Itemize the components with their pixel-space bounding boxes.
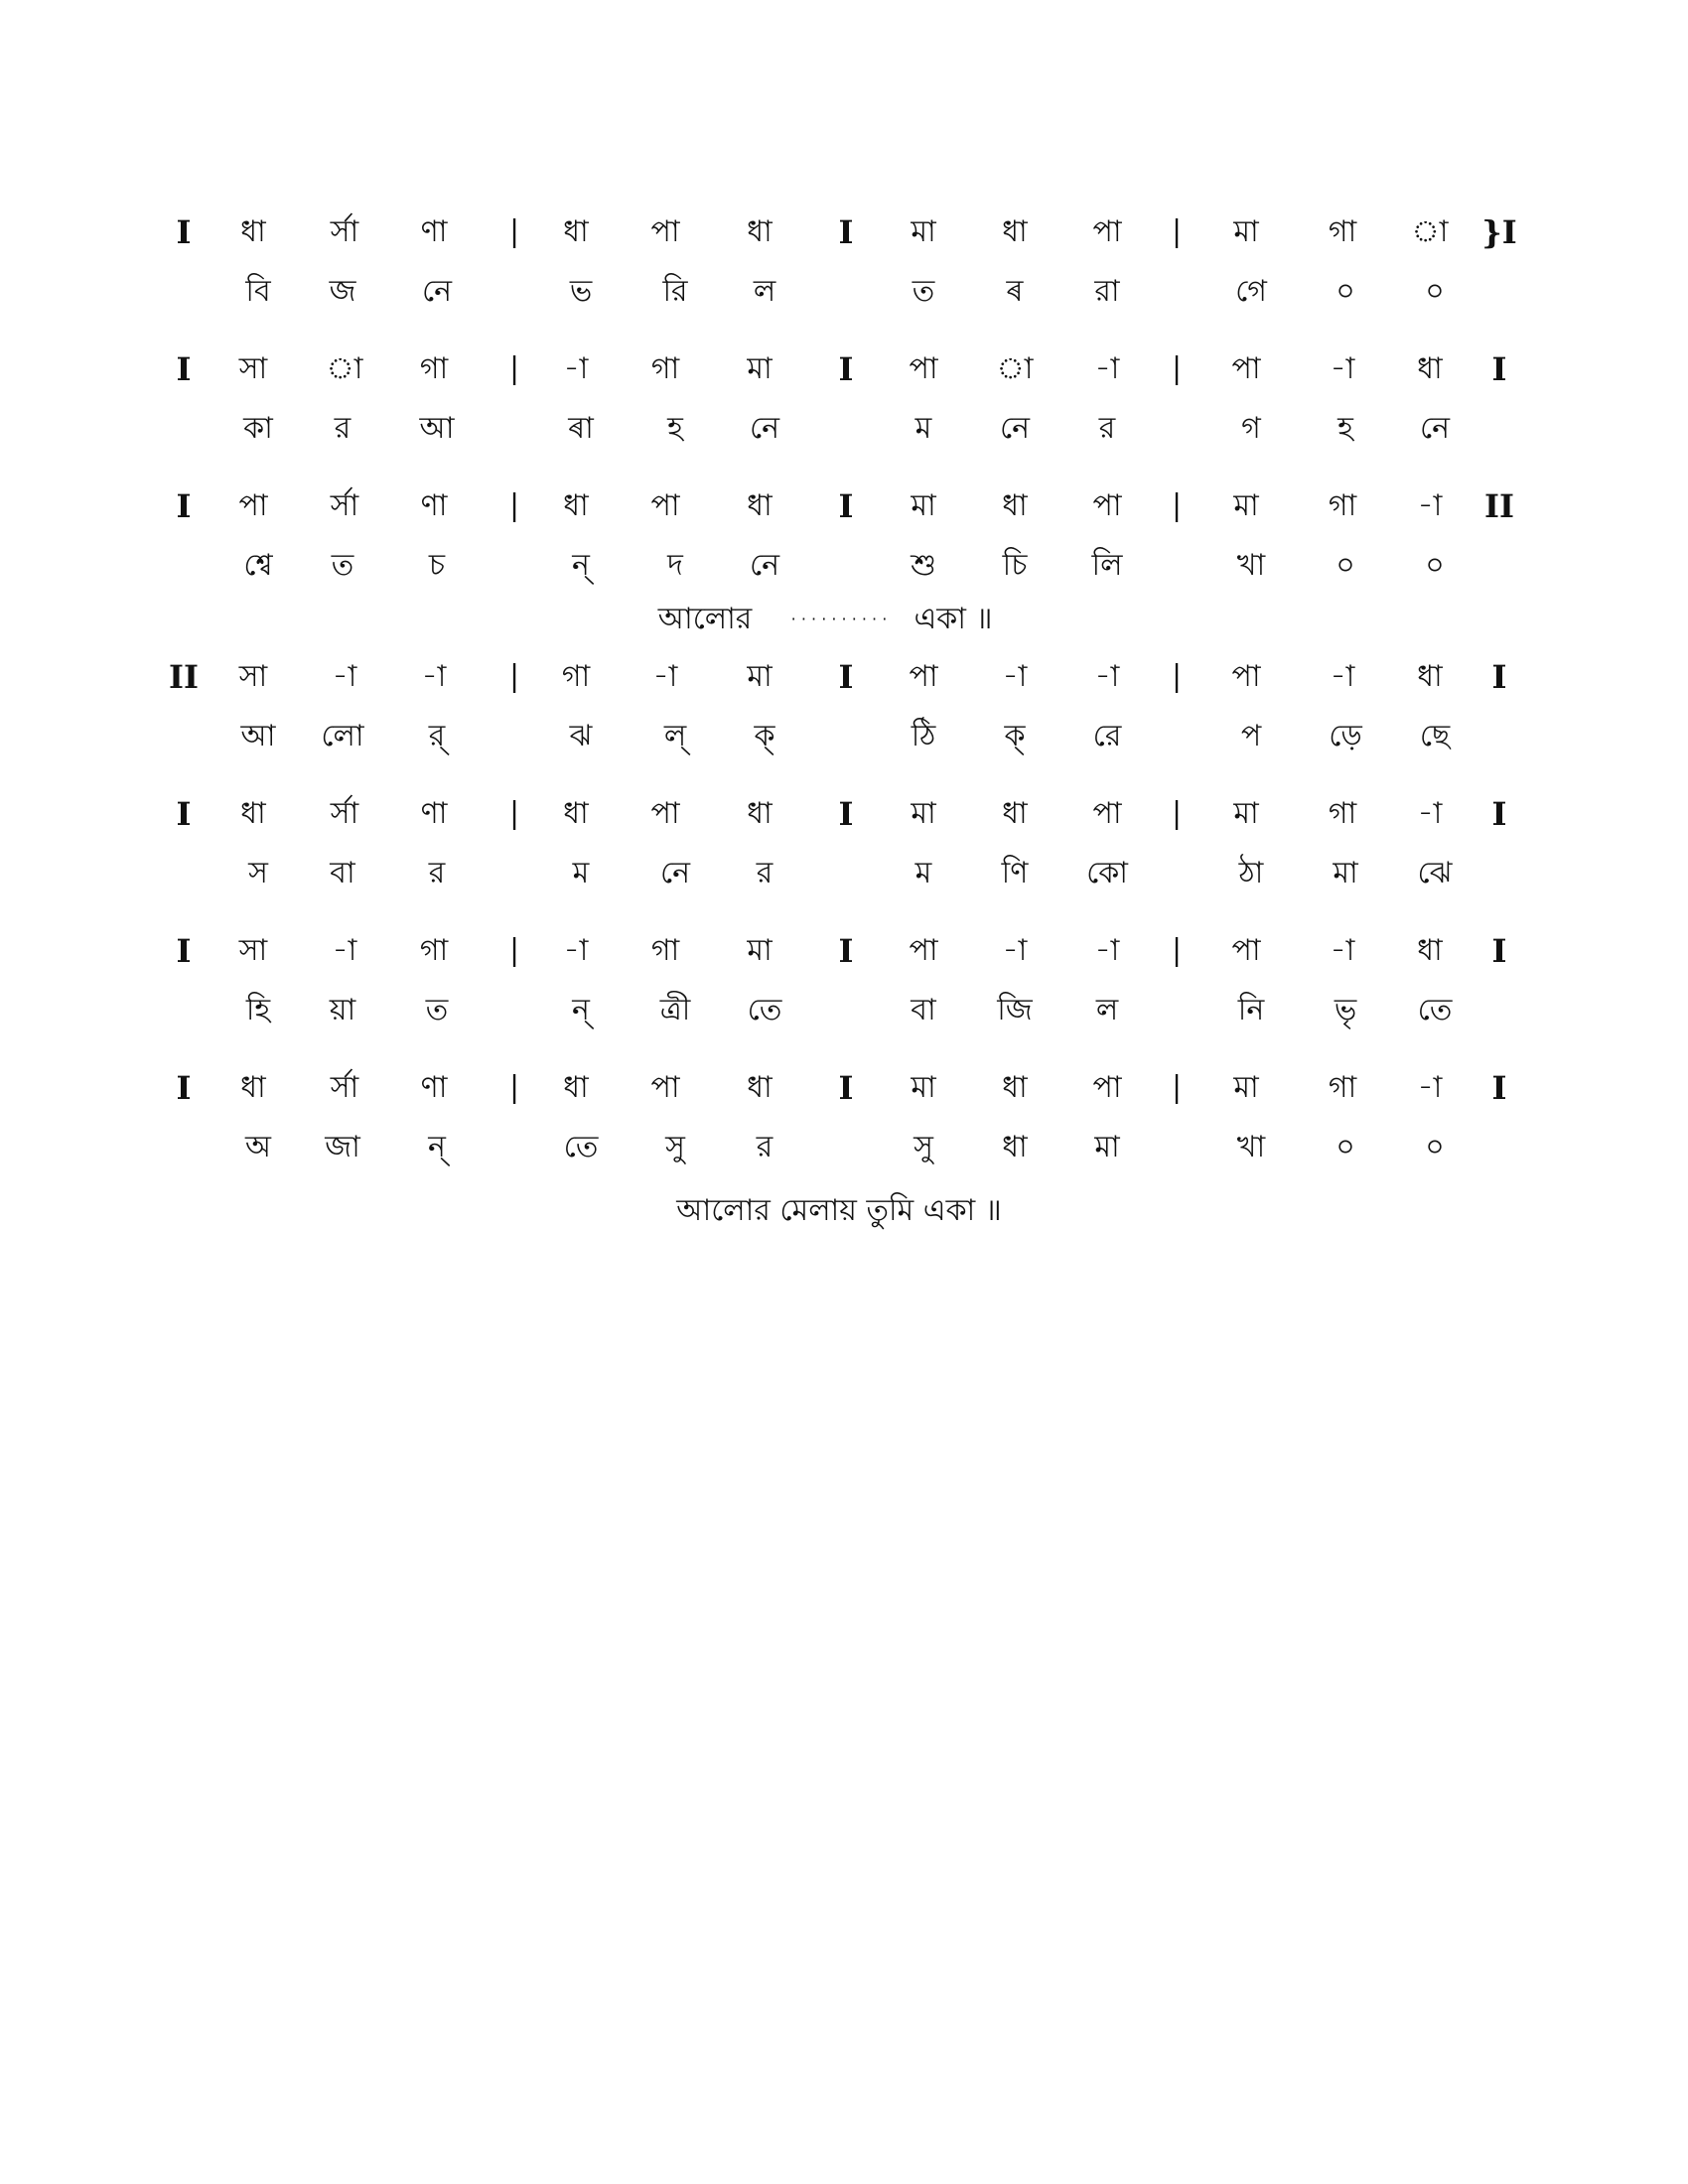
lyric-syllable: হি [245, 993, 271, 1027]
lyric-syllable: নে [749, 411, 780, 446]
swara-note: পা [1092, 796, 1122, 831]
lyric-syllable: শু [911, 548, 936, 583]
lyric-syllable: ম [914, 856, 932, 890]
bar-line: }I [1481, 213, 1517, 251]
lyric-syllable: তে [563, 1130, 599, 1164]
swara-note: পা [1092, 488, 1122, 523]
lyric-syllable: ত [912, 274, 935, 309]
swara-note: পা [909, 659, 938, 694]
swara-note: গা [650, 351, 680, 386]
swara-note: ধা [1002, 796, 1028, 831]
bar-line: I [838, 350, 854, 388]
swara-note: পা [650, 1070, 680, 1105]
swara-note: সা [238, 933, 268, 968]
swara-note: -া [1094, 933, 1120, 968]
swara-note: পা [650, 488, 680, 523]
swara-note: মা [747, 351, 773, 386]
swara-note: ধা [1417, 933, 1443, 968]
swara-note: ধা [240, 1070, 266, 1105]
lyric-syllable: র [334, 411, 352, 446]
refrain-end: একা ॥ [914, 602, 993, 636]
lyric-syllable: ন্ [572, 548, 590, 583]
bar-line: I [176, 350, 192, 388]
lyric-syllable: র্ [428, 719, 446, 753]
lyric-syllable: মা [1094, 1130, 1120, 1164]
swara-note: -া [421, 659, 447, 694]
lyric-syllable: সু [665, 1130, 685, 1164]
lyric-syllable: র [756, 856, 774, 890]
lyric-syllable: ঝে [1417, 856, 1453, 890]
bar-line: I [838, 213, 854, 251]
lyric-row [0, 270, 1688, 320]
lyric-syllable: ০ [1425, 274, 1445, 309]
swara-note: গা [419, 351, 449, 386]
refrain-start: আলোর [657, 602, 753, 636]
swara-note: ণা [420, 214, 448, 249]
lyric-syllable: ৰা [568, 411, 594, 446]
swara-row [0, 210, 1688, 260]
swara-note: পা [909, 933, 938, 968]
swara-row [0, 484, 1688, 534]
swara-row [0, 655, 1688, 705]
lyric-syllable: বা [911, 993, 936, 1027]
bar-line: I [1491, 350, 1507, 388]
bar-line: I [838, 487, 854, 525]
swara-row [0, 347, 1688, 397]
swara-note: র্সা [330, 796, 359, 831]
bar-line: | [508, 796, 520, 831]
bar-line: I [176, 213, 192, 251]
swara-note: গা [1328, 214, 1357, 249]
lyric-syllable: খা [1236, 548, 1266, 583]
lyric-syllable: ল [1095, 993, 1119, 1027]
lyric-syllable: নে [1419, 411, 1451, 446]
lyric-syllable: ল [753, 274, 776, 309]
swara-note: ধা [1417, 659, 1443, 694]
swara-note: মা [911, 796, 936, 831]
lyric-syllable: দ [667, 548, 683, 583]
bar-line: | [508, 351, 520, 386]
lyric-syllable: জা [325, 1130, 360, 1164]
refrain-dots: · · · · · · · · · · [790, 610, 888, 628]
bar-line: | [1171, 659, 1183, 694]
bar-line: I [176, 487, 192, 525]
lyric-syllable: ০ [1336, 274, 1355, 309]
swara-note: ধা [747, 1070, 773, 1105]
swara-note: -া [1417, 1070, 1443, 1105]
bar-line: I [838, 658, 854, 696]
lyric-syllable: ৰ [1006, 274, 1024, 309]
lyric-syllable: ত [331, 548, 354, 583]
bar-line: I [838, 795, 854, 833]
swara-note: ধা [563, 214, 589, 249]
bar-line: | [508, 933, 520, 968]
bar-line: I [1491, 795, 1507, 833]
lyric-syllable: র [756, 1130, 774, 1164]
swara-row [0, 792, 1688, 842]
bar-line: II [169, 658, 199, 696]
lyric-syllable: য়া [329, 993, 356, 1027]
bar-line: | [508, 659, 520, 694]
swara-row [0, 1066, 1688, 1116]
lyric-syllable: কো [1086, 856, 1128, 890]
lyric-syllable: ০ [1336, 1130, 1355, 1164]
lyric-syllable: ম [572, 856, 590, 890]
swara-note: ধা [1002, 1070, 1028, 1105]
lyric-row [0, 544, 1688, 594]
lyric-syllable: ত [425, 993, 449, 1027]
lyric-syllable: কা [243, 411, 273, 446]
swara-note: পা [650, 214, 680, 249]
lyric-syllable: ০ [1425, 548, 1445, 583]
lyric-syllable: ভ [569, 274, 593, 309]
swara-note: -া [563, 933, 589, 968]
swara-note: মা [1233, 488, 1259, 523]
swara-note: -া [1330, 659, 1355, 694]
lyric-syllable: আ [419, 411, 455, 446]
lyric-syllable: নে [421, 274, 453, 309]
swara-note: ণা [420, 488, 448, 523]
swara-note: ধা [563, 488, 589, 523]
bar-line: | [1171, 1070, 1183, 1105]
swara-note: র্সা [330, 214, 359, 249]
lyric-syllable: সু [914, 1130, 933, 1164]
swara-note: -া [332, 659, 357, 694]
swara-note: -া [1417, 488, 1443, 523]
swara-note: -া [1094, 659, 1120, 694]
bar-line: I [1491, 1069, 1507, 1107]
lyric-syllable: গ [1241, 411, 1261, 446]
refrain-line: আলোর মেলায় তুমি একা ॥ [676, 1193, 1002, 1228]
swara-note: পা [909, 351, 938, 386]
lyric-syllable: হ [1337, 411, 1353, 446]
lyric-syllable: রি [662, 274, 688, 309]
swara-note: পা [1231, 933, 1261, 968]
swara-note: -া [652, 659, 678, 694]
swara-note: া [326, 351, 363, 386]
lyric-syllable: গে [1235, 274, 1267, 309]
bar-line: II [1484, 487, 1514, 525]
swara-note: া [996, 351, 1034, 386]
bar-line: | [1171, 351, 1183, 386]
swara-note: -া [1002, 933, 1028, 968]
lyric-syllable: ঝ [569, 719, 593, 753]
bar-line: | [1171, 214, 1183, 249]
lyric-syllable: হ [667, 411, 683, 446]
bar-line: | [508, 214, 520, 249]
swara-note: গা [419, 933, 449, 968]
lyric-row [0, 1126, 1688, 1175]
swara-note: গা [650, 933, 680, 968]
lyric-syllable: ছে [1419, 719, 1451, 753]
swara-note: ধা [1417, 351, 1443, 386]
lyric-syllable: রে [1092, 719, 1122, 753]
lyric-syllable: লি [1091, 548, 1123, 583]
swara-note: ণা [420, 1070, 448, 1105]
swara-note: ধা [747, 214, 773, 249]
swara-note: মা [747, 933, 773, 968]
lyric-syllable: বি [245, 274, 271, 309]
lyric-syllable: চি [1002, 548, 1028, 583]
lyric-row [0, 407, 1688, 457]
lyric-syllable: রা [1094, 274, 1120, 309]
swara-note: -া [332, 933, 357, 968]
lyric-syllable: ক্ [1004, 719, 1026, 753]
bar-line: I [176, 795, 192, 833]
swara-note: ধা [747, 796, 773, 831]
swara-note: -া [1330, 933, 1355, 968]
swara-note: পা [1231, 659, 1261, 694]
bar-line: | [1171, 488, 1183, 523]
swara-note: ধা [240, 796, 266, 831]
bar-line: | [508, 1070, 520, 1105]
lyric-syllable: বা [330, 856, 355, 890]
lyric-syllable: জ [329, 274, 356, 309]
swara-note: গা [561, 659, 591, 694]
bar-line: | [508, 488, 520, 523]
lyric-syllable: ণি [1001, 856, 1029, 890]
swara-note: র্সা [330, 1070, 359, 1105]
swara-note: পা [650, 796, 680, 831]
swara-note: া [1411, 214, 1449, 249]
lyric-syllable: ঠি [911, 719, 936, 753]
swara-note: মা [747, 659, 773, 694]
lyric-syllable: লো [321, 719, 364, 753]
lyric-syllable: শ্বে [243, 548, 273, 583]
lyric-syllable: চ [428, 548, 446, 583]
swara-row [0, 929, 1688, 979]
lyric-syllable: ড়ে [1329, 719, 1362, 753]
bar-line: I [176, 932, 192, 970]
lyric-syllable: ল্ [663, 719, 687, 753]
swara-note: মা [1233, 1070, 1259, 1105]
lyric-syllable: নে [999, 411, 1031, 446]
swara-note: -া [1094, 351, 1120, 386]
swara-note: র্সা [330, 488, 359, 523]
lyric-syllable: স [248, 856, 268, 890]
lyric-syllable: ঠা [1238, 856, 1264, 890]
swara-note: ধা [563, 1070, 589, 1105]
swara-note: পা [1092, 1070, 1122, 1105]
lyric-syllable: জি [997, 993, 1033, 1027]
lyric-syllable: খা [1236, 1130, 1266, 1164]
swara-note: মা [1233, 214, 1259, 249]
swara-note: গা [1328, 488, 1357, 523]
lyric-syllable: ০ [1425, 1130, 1445, 1164]
swara-note: গা [1328, 796, 1357, 831]
lyric-syllable: ধা [1002, 1130, 1028, 1164]
lyric-syllable: ভৃ [1334, 993, 1357, 1027]
swara-note: ণা [420, 796, 448, 831]
bar-line: | [1171, 796, 1183, 831]
swara-note: গা [1328, 1070, 1357, 1105]
lyric-row [0, 852, 1688, 901]
swara-note: মা [911, 1070, 936, 1105]
lyric-syllable: ম [914, 411, 932, 446]
lyric-syllable: নে [659, 856, 691, 890]
lyric-syllable: অ [245, 1130, 271, 1164]
lyric-syllable: মা [1333, 856, 1358, 890]
lyric-syllable: তে [1417, 993, 1453, 1027]
swara-note: সা [238, 659, 268, 694]
swara-note: মা [911, 214, 936, 249]
swara-note: ধা [1002, 214, 1028, 249]
lyric-row [0, 715, 1688, 764]
lyric-syllable: ন্ [572, 993, 590, 1027]
bar-line: | [1171, 933, 1183, 968]
lyric-syllable: ত্রী [659, 993, 691, 1027]
bar-line: I [1491, 658, 1507, 696]
lyric-syllable: র [1098, 411, 1116, 446]
bar-line: I [1491, 932, 1507, 970]
swara-note: -া [563, 351, 589, 386]
lyric-syllable: ০ [1336, 548, 1355, 583]
lyric-syllable: নে [749, 548, 780, 583]
swara-note: ধা [563, 796, 589, 831]
bar-line: I [838, 1069, 854, 1107]
swara-note: ধা [747, 488, 773, 523]
lyric-syllable: ন্ [428, 1130, 446, 1164]
lyric-syllable: আ [240, 719, 276, 753]
swara-note: -া [1330, 351, 1355, 386]
swara-note: মা [911, 488, 936, 523]
swara-note: পা [1231, 351, 1261, 386]
lyric-syllable: প [1240, 719, 1262, 753]
swara-note: পা [238, 488, 268, 523]
lyric-row [0, 989, 1688, 1038]
swara-note: ধা [1002, 488, 1028, 523]
lyric-syllable: র [428, 856, 446, 890]
swara-note: -া [1417, 796, 1443, 831]
lyric-syllable: নি [1237, 993, 1265, 1027]
swara-note: -া [1002, 659, 1028, 694]
swara-note: পা [1092, 214, 1122, 249]
bar-line: I [176, 1069, 192, 1107]
bar-line: I [838, 932, 854, 970]
lyric-syllable: তে [747, 993, 782, 1027]
swara-note: ধা [240, 214, 266, 249]
swara-note: সা [238, 351, 268, 386]
swara-note: মা [1233, 796, 1259, 831]
lyric-syllable: ক্ [754, 719, 775, 753]
